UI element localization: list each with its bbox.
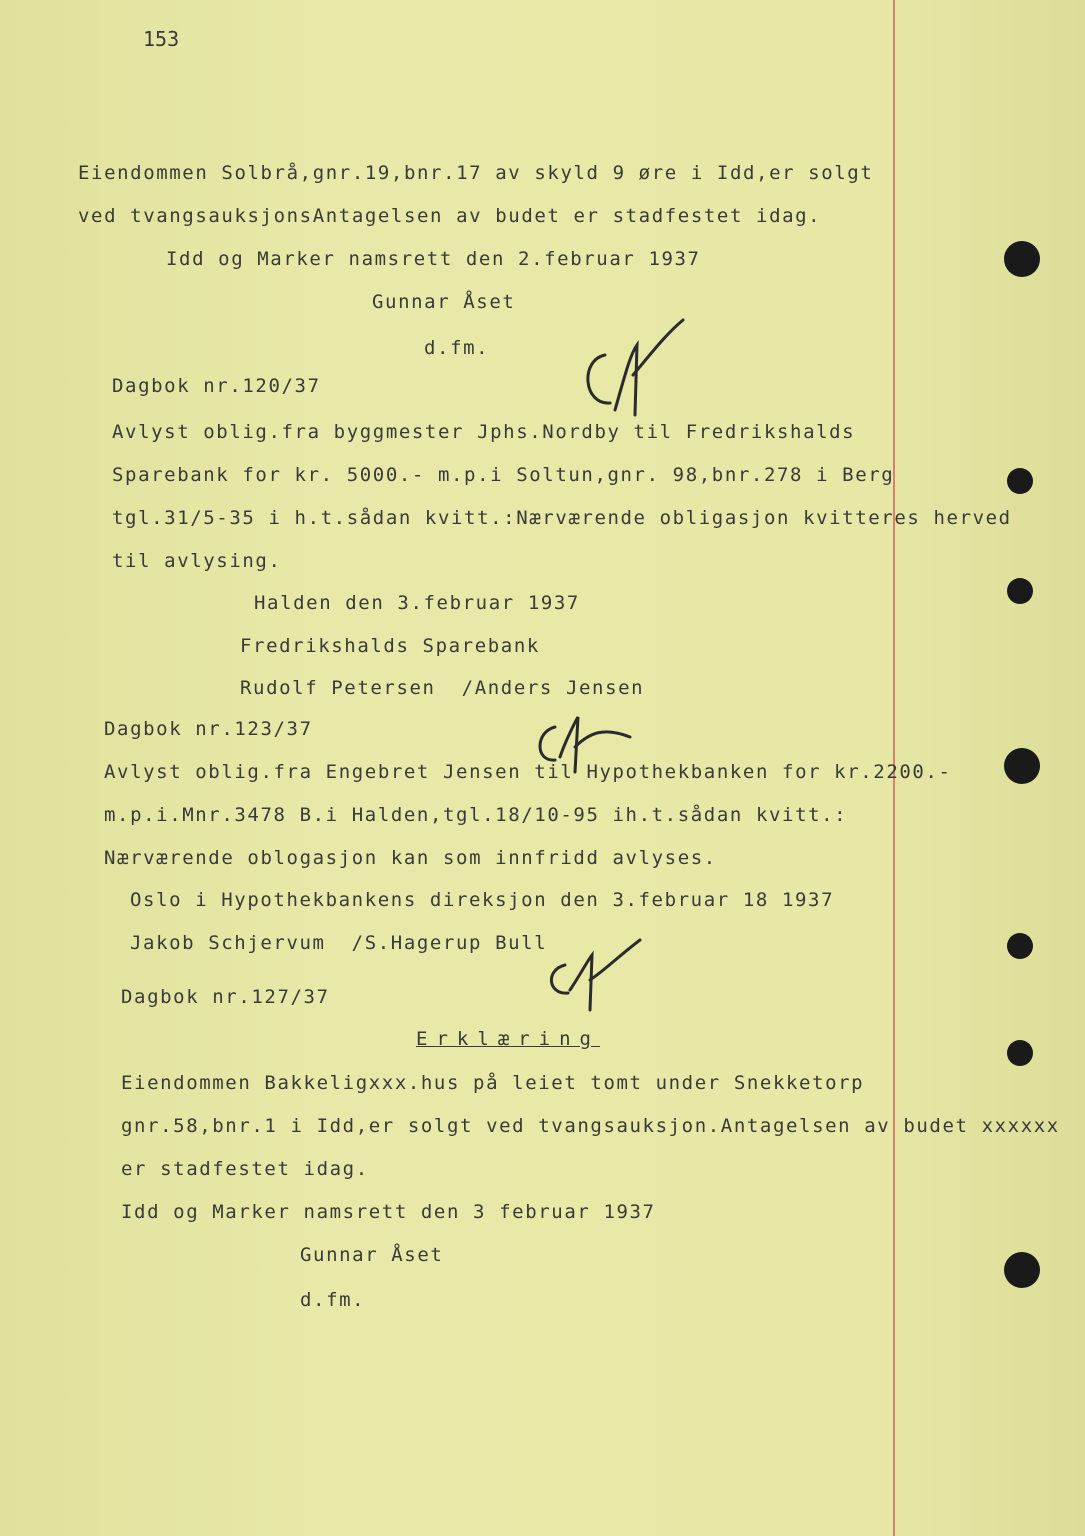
place-date-line: Halden den 3.februar 1937 (254, 592, 580, 614)
handwritten-initials-mark (530, 712, 640, 782)
signatory-names: Rudolf Petersen /Anders Jensen (240, 677, 645, 699)
entry-text-line: Eiendommen Solbrå,gnr.19,bnr.17 av skyld 9 øre i Idd,er solgt (78, 162, 874, 184)
binder-hole (1007, 1040, 1033, 1066)
binder-hole (1004, 1252, 1040, 1288)
binder-hole (1007, 578, 1033, 604)
entry-text-line: Sparebank for kr. 5000.- m.p.i Soltun,gnr. 98,bnr.278 i Berg (112, 464, 895, 486)
place-date-line: Oslo i Hypothekbankens direksjon den 3.februar 18 1937 (130, 889, 835, 911)
signatory-title: d.fm. (300, 1289, 366, 1311)
entry-text-line: gnr.58,bnr.1 i Idd,er solgt ved tvangsauksjon.Antagelsen av budet xxxxxx (121, 1115, 1060, 1137)
entry-text-line: er stadfestet idag. (121, 1158, 369, 1180)
journal-number: Dagbok nr.120/37 (112, 375, 321, 397)
journal-number: Dagbok nr.127/37 (121, 986, 330, 1008)
signatory-title: d.fm. (424, 337, 490, 359)
court-date-line: Idd og Marker namsrett den 3 februar 1937 (121, 1201, 656, 1223)
signatory-name: Gunnar Åset (372, 291, 516, 313)
court-date-line: Idd og Marker namsrett den 2.februar 1937 (166, 248, 701, 270)
entry-text-line: Nærværende oblogasjon kan som innfridd avlyses. (104, 847, 717, 869)
binder-hole (1007, 468, 1033, 494)
entry-text-line: til avlysing. (112, 550, 282, 572)
entry-text-line: tgl.31/5-35 i h.t.sådan kvitt.:Nærværende obligasjon kvitteres herved (112, 507, 1012, 529)
entry-text-line: ved tvangsauksjonsAntagelsen av budet er stadfestet idag. (78, 205, 822, 227)
binder-hole (1007, 933, 1033, 959)
entry-text-line: Eiendommen Bakkeligxxx.hus på leiet tomt under Snekketorp (121, 1072, 865, 1094)
signatory-names: Jakob Schjervum /S.Hagerup Bull (130, 932, 548, 954)
journal-number: Dagbok nr.123/37 (104, 718, 313, 740)
bank-name: Fredrikshalds Sparebank (240, 635, 540, 657)
binder-hole (1004, 241, 1040, 277)
section-heading: Erklæring (416, 1028, 600, 1050)
signatory-name: Gunnar Åset (300, 1244, 444, 1266)
binder-hole (1004, 748, 1040, 784)
entry-text-line: Avlyst oblig.fra Engebret Jensen til Hypothekbanken for kr.2200.- (104, 761, 952, 783)
entry-text-line: Avlyst oblig.fra byggmester Jphs.Nordby til Fredrikshalds (112, 421, 856, 443)
entry-text-line: m.p.i.Mnr.3478 B.i Halden,tgl.18/10-95 ih.t.sådan kvitt.: (104, 804, 848, 826)
handwritten-initials-mark (575, 315, 695, 425)
handwritten-initials-mark (540, 935, 650, 1015)
page-number: 153 (143, 27, 180, 51)
